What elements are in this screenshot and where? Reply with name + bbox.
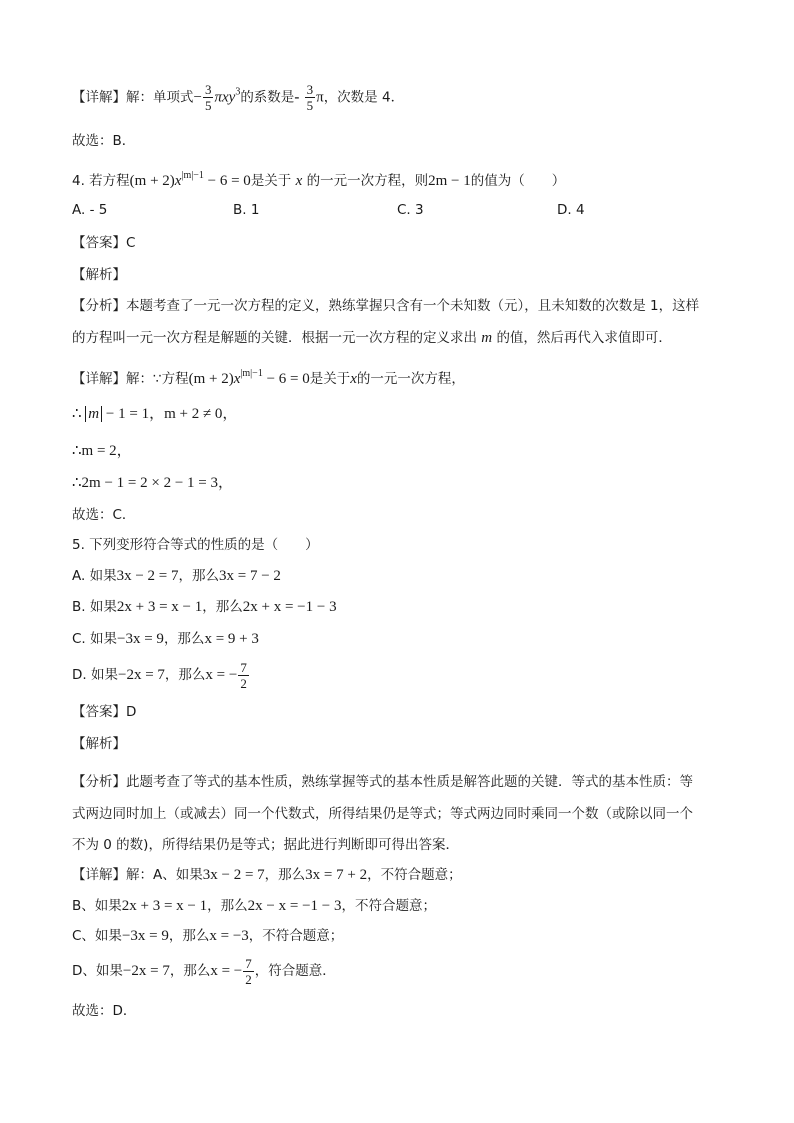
coef-text: 的系数是 <box>240 89 295 106</box>
det-d-then: x = − <box>210 963 243 979</box>
q5-d-then: x = − <box>205 667 238 683</box>
q4-choice: 故选：C． <box>72 507 136 523</box>
det-b-if: 2x + 3 = x − 1 <box>121 898 208 914</box>
q4-step-2: ∴m = 2， <box>72 443 132 459</box>
q4-step-1-text: = 1，m + 2 ≠ 0， <box>129 406 238 422</box>
q5-b-then: 2x + x = −1 − 3 <box>242 599 337 615</box>
det-d-mid: ，那么 <box>169 963 211 979</box>
q4-detail-b: 是关于 <box>309 371 351 387</box>
q5-d-mid: ，那么 <box>164 667 206 683</box>
q4-option-a: A. - 5 <box>72 202 108 218</box>
q4-analysis-2 <box>72 329 672 347</box>
q5-c-if: −3x = 9 <box>117 631 164 647</box>
det-b-end: ，不符合题意； <box>341 898 436 914</box>
q5-title: 5. 下列变形符合等式的性质的是（ ） <box>72 537 319 553</box>
det-c-if: −3x = 9 <box>121 928 169 944</box>
q4-detail-eq: $(m + 2)x^{|m|-1} - 6 = 0$ <box>188 368 310 387</box>
q5-detail-a <box>72 866 462 884</box>
minus-sign-bold: - <box>294 89 300 106</box>
q4-detail-c: 的一元一次方程， <box>356 371 465 387</box>
q4-analysis-2a: 的方程叫一元一次方程是解题的关键．根据一元一次方程的定义求出 <box>72 330 477 346</box>
prev-choice: 故选：B． <box>72 133 136 149</box>
q4-text-d: 的值为（ ） <box>470 173 566 189</box>
q5-detail-c <box>72 927 343 945</box>
q5-d-pre: D. 如果 <box>72 667 118 683</box>
q4-expr: 2m − 1 <box>428 173 471 189</box>
pi-symbol: π <box>316 89 324 106</box>
q5-option-c <box>72 630 259 648</box>
q4-option-d: D. 4 <box>557 202 585 218</box>
q5-analysis-2: 式两边同时加上（或减去）同一个代数式，所得结果仍是等式；等式两边同时乘同一个数（或除以同一个 <box>72 806 693 822</box>
det-a-pre: 【详解】解：A、如果 <box>72 867 203 883</box>
therefore-symbol: ∴ <box>72 406 82 422</box>
q5-b-mid: ，那么 <box>202 599 243 615</box>
det-a-then: 3x = 7 + 2 <box>305 867 368 883</box>
fraction-7-2: $\frac{7}{2}$ <box>245 955 252 987</box>
det-c-end: ，不符合题意； <box>248 928 344 944</box>
q4-text-a: 4. 若方程 <box>72 173 130 189</box>
q5-c-mid: ，那么 <box>163 631 205 647</box>
q5-detail-b <box>72 897 436 915</box>
q5-c-then: x = 9 + 3 <box>204 631 259 647</box>
q5-a-mid: ，那么 <box>178 568 220 584</box>
q5-analysis-1: 【分析】此题考查了等式的基本性质，熟练掌握等式的基本性质是解答此题的关键．等式的基本性质：等 <box>72 774 693 790</box>
q5-option-a <box>72 567 281 585</box>
q4-title <box>72 167 565 190</box>
det-b-mid: ，那么 <box>207 898 248 914</box>
q5-analysis-3: 不为 0 的数)，所得结果仍是等式；据此进行判断即可得出答案． <box>72 837 459 853</box>
q4-text-b: 是关于 <box>250 173 292 189</box>
det-d-pre: D、如果 <box>72 963 123 979</box>
q5-b-pre: B. 如果 <box>72 599 117 615</box>
q4-jiexi: 【解析】 <box>72 267 126 283</box>
det-c-mid: ，那么 <box>168 928 210 944</box>
q4-option-c: C. 3 <box>397 202 424 218</box>
abs-m: m <box>85 406 102 422</box>
q5-a-if: 3x − 2 = 7 <box>116 568 179 584</box>
det-c-pre: C、如果 <box>72 928 122 944</box>
q4-step-3: ∴2m − 1 = 2 × 2 − 1 = 3， <box>72 475 234 491</box>
q4-detail <box>72 365 465 388</box>
fraction-3-5: $\frac{3}{5}$ <box>204 82 212 113</box>
q5-answer: 【答案】D <box>72 704 137 720</box>
det-d-end: ，符合题意． <box>254 963 336 979</box>
minus-sign: − <box>193 89 202 106</box>
var-x: x <box>295 173 303 189</box>
det-a-if: 3x − 2 = 7 <box>202 867 265 883</box>
q5-a-pre: A. 如果 <box>72 568 117 584</box>
q5-b-if: 2x + 3 = x − 1 <box>116 599 203 615</box>
q5-c-pre: C. 如果 <box>72 631 118 647</box>
prev-detail-line <box>72 82 404 113</box>
q4-text-c: 的一元一次方程，则 <box>306 173 429 189</box>
det-b-then: 2x − x = −1 − 3 <box>247 898 342 914</box>
q4-option-b: B. 1 <box>233 202 260 218</box>
det-a-mid: ，那么 <box>264 867 306 883</box>
q5-d-if: −2x = 7 <box>117 667 165 683</box>
q4-equation: $(m + 2)x^{|m|-1} - 6 = 0$ <box>129 170 251 189</box>
q4-analysis-2b: 的值，然后再代入求值即可． <box>496 330 672 346</box>
exponent: 3 <box>235 86 241 98</box>
q5-option-b <box>72 598 337 616</box>
q4-detail-a: 【详解】解：∵方程 <box>72 371 189 387</box>
det-c-then: x = −3 <box>209 928 249 944</box>
q5-detail-d <box>72 954 336 988</box>
det-d-if: −2x = 7 <box>122 963 170 979</box>
q5-jiexi: 【解析】 <box>72 736 126 752</box>
q4-answer: 【答案】C <box>72 235 136 251</box>
q4-step-1 <box>72 405 237 423</box>
fraction-7-2: $\frac{7}{2}$ <box>240 659 247 691</box>
det-a-end: ，不符合题意； <box>367 867 462 883</box>
q5-choice: 故选：D． <box>72 1003 137 1019</box>
minus-one: − 1 <box>102 406 130 422</box>
q5-a-then: 3x = 7 − 2 <box>219 568 281 584</box>
degree-text: ，次数是 4． <box>323 89 405 106</box>
var-x: x <box>350 371 357 387</box>
q5-option-d <box>72 658 250 692</box>
fraction-coef: $\frac{3}{5}$ <box>306 82 314 113</box>
q4-analysis-1: 【分析】本题考查了一元一次方程的定义，熟练掌握只含有一个未知数（元），且未知数的次数是 1，这样 <box>72 298 700 314</box>
var-m: m <box>481 330 493 346</box>
monomial: πxy <box>214 89 236 106</box>
det-b-pre: B、如果 <box>72 898 122 914</box>
detail-text: 【详解】解：单项式 <box>72 89 194 106</box>
